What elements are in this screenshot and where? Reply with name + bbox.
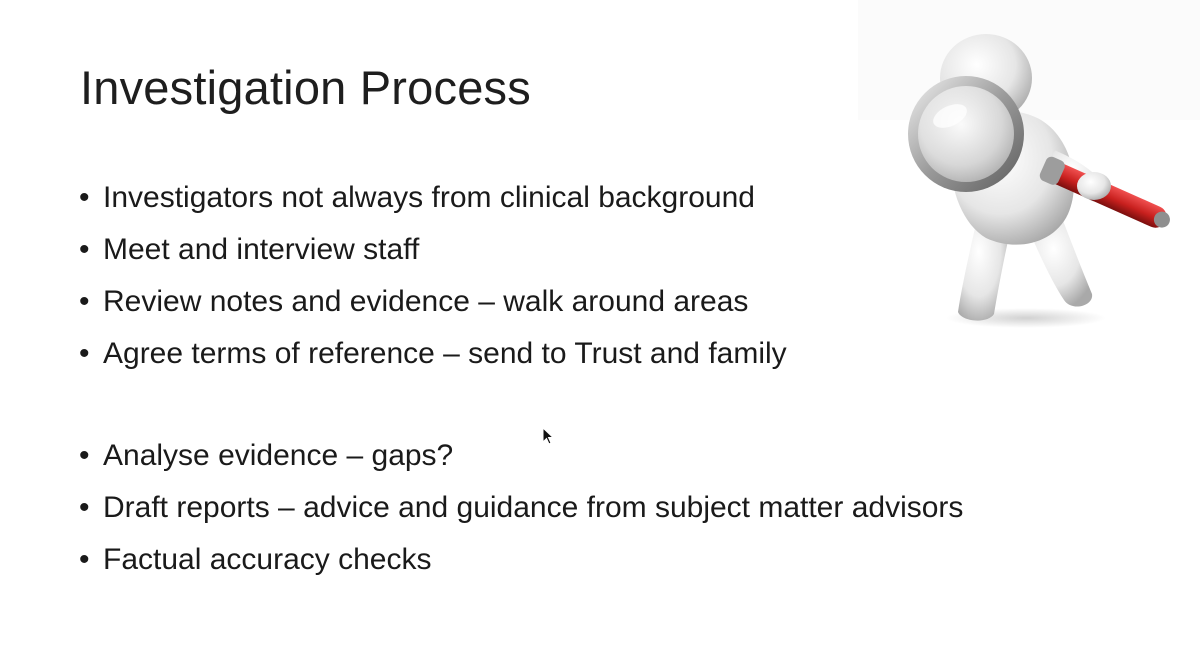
- bullet-spacer: [78, 380, 963, 430]
- bullet-item: • Agree terms of reference – send to Trust and family: [78, 328, 963, 380]
- bullet-list: [78, 172, 963, 586]
- magnifying-glass-figure-icon: [858, 0, 1200, 330]
- bullet-item: • Factual accuracy checks: [78, 534, 963, 586]
- slide-title: Investigation Process: [80, 61, 531, 114]
- bullet-item: • Draft reports – advice and guidance from subject matter advisors: [78, 482, 963, 534]
- bullet-item: • Meet and interview staff: [78, 224, 963, 276]
- bullet-item: • Investigators not always from clinical background: [78, 172, 963, 224]
- bullet-item: • Review notes and evidence – walk around areas: [78, 276, 963, 328]
- bullet-item: • Analyse evidence – gaps?: [78, 430, 963, 482]
- mouse-cursor-icon: [542, 427, 554, 445]
